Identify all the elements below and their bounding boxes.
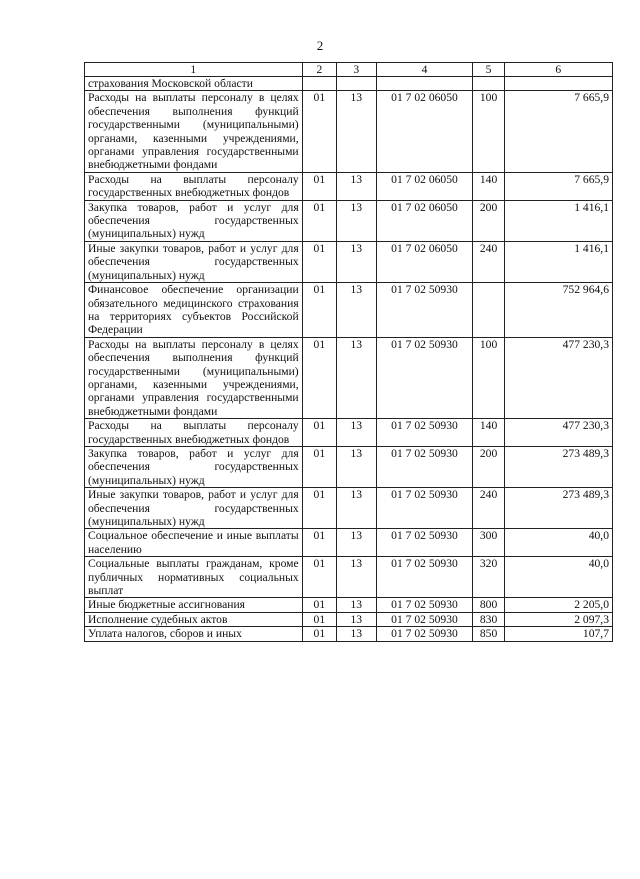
- table-row: [85, 241, 613, 282]
- amount-value: 1 416,1: [504, 241, 612, 282]
- expense-type-code: 800: [473, 598, 504, 612]
- page-number: 2: [316, 38, 324, 53]
- subsection-code: 13: [337, 446, 377, 487]
- row-description: Закупка товаров, работ и услуг для обеспечения государственных (муниципальных) нужд: [85, 446, 303, 487]
- amount-value: 2 205,0: [504, 598, 612, 612]
- header-cell: 1: [85, 63, 303, 77]
- amount-value: 477 230,3: [504, 419, 612, 447]
- target-article-code: 01 7 02 06050: [376, 91, 473, 172]
- subsection-code: 13: [337, 200, 377, 241]
- table-row: [85, 488, 613, 529]
- target-article-code: 01 7 02 50930: [376, 598, 473, 612]
- subsection-code: 13: [337, 419, 377, 447]
- subsection-code: 13: [337, 337, 377, 418]
- amount-value: 273 489,3: [504, 488, 612, 529]
- table-row: [85, 419, 613, 447]
- row-description: Закупка товаров, работ и услуг для обеспечения государственных (муниципальных) нужд: [85, 200, 303, 241]
- row-description: Финансовое обеспечение организации обязательного медицинского страхования на территориях субъектов Российской Федерации: [85, 283, 303, 338]
- target-article-code: 01 7 02 06050: [376, 172, 473, 200]
- amount-value: 107,7: [504, 627, 612, 641]
- table-row: [85, 612, 613, 626]
- expense-type-code: 240: [473, 241, 504, 282]
- subsection-code: 13: [337, 283, 377, 338]
- row-description: Иные закупки товаров, работ и услуг для обеспечения государственных (муниципальных) нужд: [85, 241, 303, 282]
- table-row: [85, 283, 613, 338]
- section-code: 01: [302, 446, 336, 487]
- section-code: 01: [302, 419, 336, 447]
- section-code: 01: [302, 172, 336, 200]
- section-code: [302, 77, 336, 91]
- header-cell: 3: [337, 63, 377, 77]
- target-article-code: 01 7 02 50930: [376, 612, 473, 626]
- subsection-code: 13: [337, 91, 377, 172]
- header-cell: 5: [473, 63, 504, 77]
- expense-type-code: 100: [473, 337, 504, 418]
- section-code: 01: [302, 612, 336, 626]
- subsection-code: 13: [337, 627, 377, 641]
- row-description: Социальные выплаты гражданам, кроме публичных нормативных социальных выплат: [85, 557, 303, 598]
- target-article-code: 01 7 02 06050: [376, 200, 473, 241]
- subsection-code: 13: [337, 241, 377, 282]
- section-code: 01: [302, 91, 336, 172]
- target-article-code: 01 7 02 50930: [376, 446, 473, 487]
- header-cell: 6: [504, 63, 612, 77]
- subsection-code: 13: [337, 529, 377, 557]
- header-cell: 2: [302, 63, 336, 77]
- target-article-code: 01 7 02 50930: [376, 529, 473, 557]
- header-row: [85, 63, 613, 77]
- section-code: 01: [302, 488, 336, 529]
- amount-value: 7 665,9: [504, 91, 612, 172]
- section-code: 01: [302, 283, 336, 338]
- amount-value: 752 964,6: [504, 283, 612, 338]
- section-code: 01: [302, 337, 336, 418]
- table-row: [85, 91, 613, 172]
- subsection-code: 13: [337, 488, 377, 529]
- target-article-code: 01 7 02 50930: [376, 627, 473, 641]
- expense-type-code: 140: [473, 172, 504, 200]
- row-description: Иные закупки товаров, работ и услуг для обеспечения государственных (муниципальных) нужд: [85, 488, 303, 529]
- row-description: Расходы на выплаты персоналу государственных внебюджетных фондов: [85, 172, 303, 200]
- header-cell: 4: [376, 63, 473, 77]
- subsection-code: 13: [337, 612, 377, 626]
- row-description: Расходы на выплаты персоналу в целях обеспечения выполнения функций государственными (муниципальными) органами, казенными учреждениями, органами управления государственными внебюджетными фондами: [85, 337, 303, 418]
- target-article-code: 01 7 02 06050: [376, 241, 473, 282]
- section-code: 01: [302, 200, 336, 241]
- subsection-code: 13: [337, 598, 377, 612]
- amount-value: 1 416,1: [504, 200, 612, 241]
- target-article-code: 01 7 02 50930: [376, 419, 473, 447]
- table-row: [85, 529, 613, 557]
- amount-value: 477 230,3: [504, 337, 612, 418]
- expense-type-code: 830: [473, 612, 504, 626]
- row-description: Уплата налогов, сборов и иных: [85, 627, 303, 641]
- expense-type-code: 200: [473, 200, 504, 241]
- section-code: 01: [302, 627, 336, 641]
- amount-value: 40,0: [504, 557, 612, 598]
- amount-value: 40,0: [504, 529, 612, 557]
- table-row: [85, 627, 613, 641]
- expense-type-code: 300: [473, 529, 504, 557]
- expense-type-code: [473, 77, 504, 91]
- amount-value: 273 489,3: [504, 446, 612, 487]
- table-row: [85, 77, 613, 91]
- expense-type-code: 100: [473, 91, 504, 172]
- target-article-code: 01 7 02 50930: [376, 557, 473, 598]
- amount-value: [504, 77, 612, 91]
- row-description: Иные бюджетные ассигнования: [85, 598, 303, 612]
- expense-type-code: 140: [473, 419, 504, 447]
- expense-type-code: 320: [473, 557, 504, 598]
- section-code: 01: [302, 241, 336, 282]
- table-row: [85, 172, 613, 200]
- amount-value: 2 097,3: [504, 612, 612, 626]
- row-description: страхования Московской области: [85, 77, 303, 91]
- row-description: Исполнение судебных актов: [85, 612, 303, 626]
- table-row: [85, 598, 613, 612]
- expense-type-code: [473, 283, 504, 338]
- target-article-code: 01 7 02 50930: [376, 283, 473, 338]
- subsection-code: 13: [337, 172, 377, 200]
- table-row: [85, 557, 613, 598]
- row-description: Расходы на выплаты персоналу в целях обеспечения выполнения функций государственными (муниципальными) органами, казенными учреждениями, органами управления государственными внебюджетными фондами: [85, 91, 303, 172]
- section-code: 01: [302, 529, 336, 557]
- section-code: 01: [302, 598, 336, 612]
- target-article-code: [376, 77, 473, 91]
- expense-type-code: 850: [473, 627, 504, 641]
- expense-type-code: 200: [473, 446, 504, 487]
- table-row: [85, 200, 613, 241]
- expense-type-code: 240: [473, 488, 504, 529]
- subsection-code: 13: [337, 557, 377, 598]
- budget-table: [84, 62, 613, 642]
- subsection-code: [337, 77, 377, 91]
- row-description: Расходы на выплаты персоналу государственных внебюджетных фондов: [85, 419, 303, 447]
- row-description: Социальное обеспечение и иные выплаты населению: [85, 529, 303, 557]
- table-row: [85, 337, 613, 418]
- target-article-code: 01 7 02 50930: [376, 488, 473, 529]
- section-code: 01: [302, 557, 336, 598]
- target-article-code: 01 7 02 50930: [376, 337, 473, 418]
- amount-value: 7 665,9: [504, 172, 612, 200]
- table-row: [85, 446, 613, 487]
